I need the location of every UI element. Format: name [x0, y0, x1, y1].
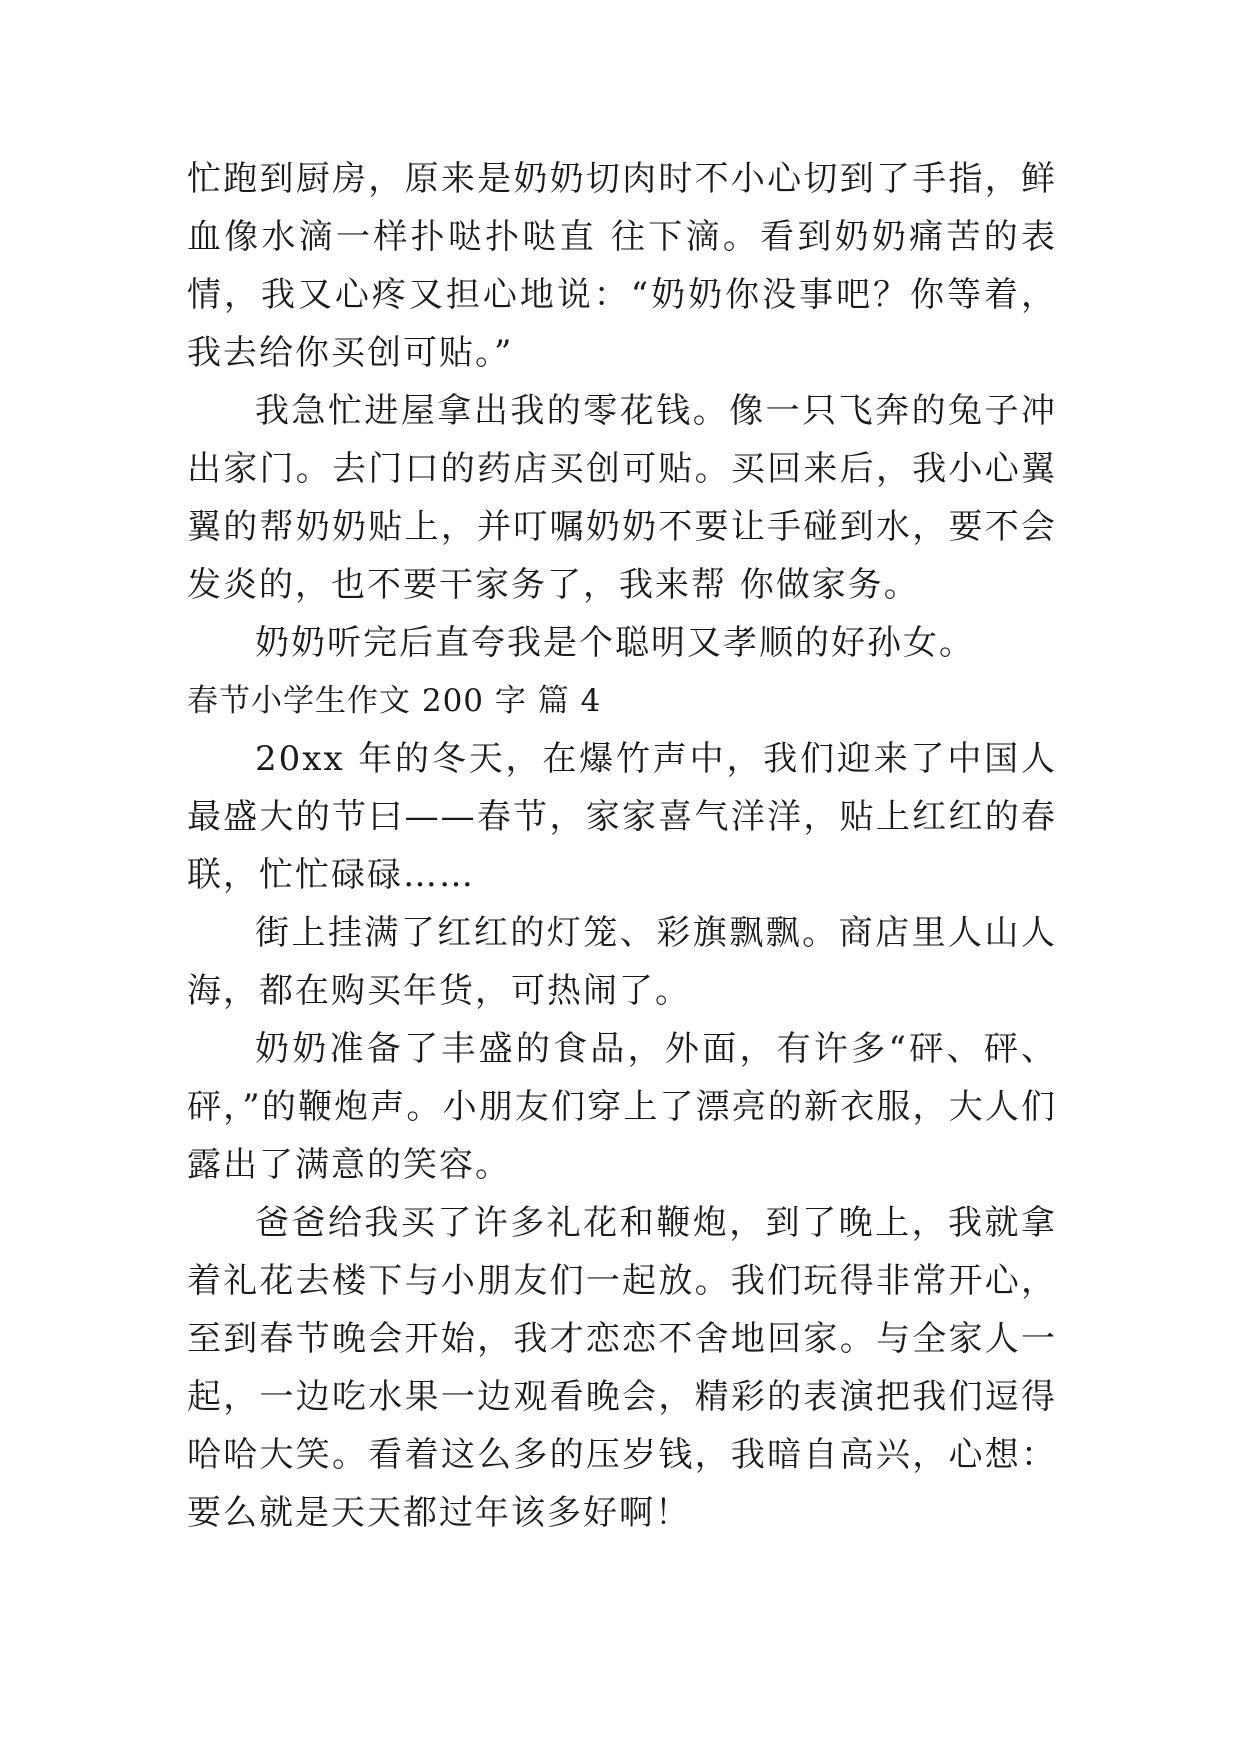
paragraph-6: 奶奶准备了丰盛的食品，外面，有许多“砰、砰、砰，”的鞭炮声。小朋友们穿上了漂亮的新衣服，大人们露出了满意的笑容。 — [187, 1029, 1057, 1185]
paragraph-2: 我急忙进屋拿出我的零花钱。像一只飞奔的兔子冲出家门。去门口的药店买创可贴。买回来后，我小心翼翼的帮奶奶贴上，并叮嘱奶奶不要让手碰到水，要不会发炎的，也不要干家务了，我来帮 你做家务。 — [187, 391, 1057, 605]
section-heading: 春节小学生作文 200 字 篇 4 — [187, 683, 602, 719]
paragraph-1: 忙跑到厨房，原来是奶奶切肉时不小心切到了手指，鲜血像水滴一样扑哒扑哒直 往下滴。看到奶奶痛苦的表情，我又心疼又担心地说：“奶奶你没事吧？你等着，我去给你买创可贴。” — [187, 159, 1057, 373]
paragraph-5: 街上挂满了红红的灯笼、彩旗飘飘。商店里人山人海，都在购买年货，可热闹了。 — [187, 913, 1057, 1011]
document-body — [187, 150, 1057, 1542]
paragraph-4: 20xx 年的冬天，在爆竹声中，我们迎来了中国人最盛大的节曰——春节，家家喜气洋洋，贴上红红的春联，忙忙碌碌…… — [187, 739, 1057, 895]
paragraph-7: 爸爸给我买了许多礼花和鞭炮，到了晚上，我就拿着礼花去楼下与小朋友们一起放。我们玩得非常开心，至到春节晚会开始，我才恋恋不舍地回家。与全家人一起，一边吃水果一边观看晚会，精彩的表演把我们逗得哈哈大笑。看着这么多的压岁钱，我暗自高兴，心想：要么就是天天都过年该多好啊！ — [187, 1203, 1057, 1533]
paragraph-3: 奶奶听完后直夸我是个聪明又孝顺的好孙女。 — [255, 623, 975, 663]
